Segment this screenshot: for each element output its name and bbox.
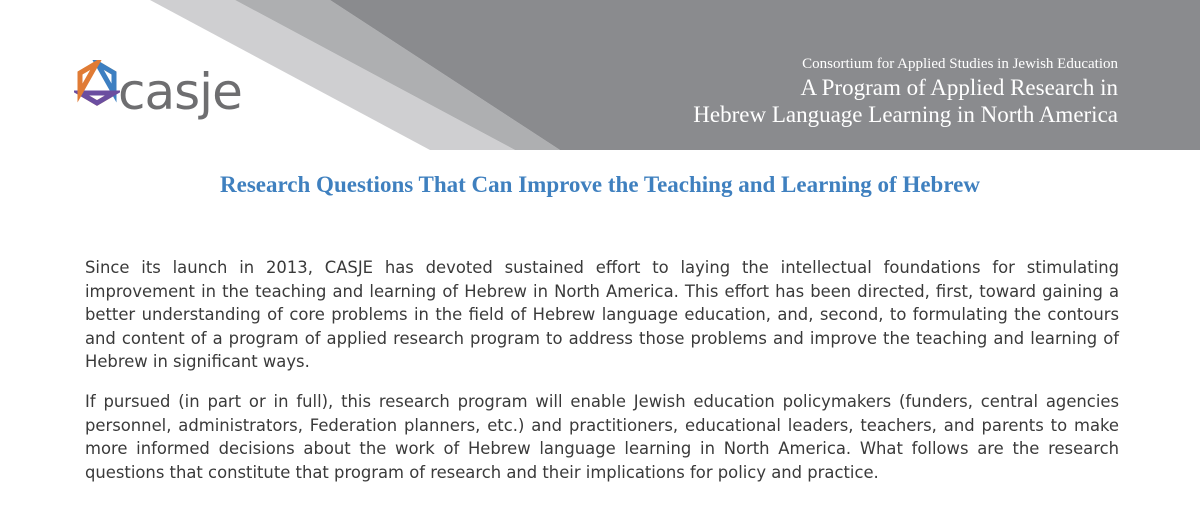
org-name: Consortium for Applied Studies in Jewish Education	[802, 56, 1118, 72]
program-line-1: A Program of Applied Research in	[800, 75, 1118, 100]
casje-logo	[74, 56, 264, 126]
header-text	[478, 54, 1118, 128]
paragraph-2: If pursued (in part or in full), this research program will enable Jewish education policymakers (funders, central agencies personnel, administrators, Federation planners, etc.) and practitioners, educational leaders, teachers, and parents to make more informed decisions about the work of Hebrew language learning in North America. What follows are the research questions that constitute that program of research and their implications for policy and practice.	[85, 391, 1119, 482]
logo-wordmark: casje	[118, 63, 242, 121]
hexagon-logo-icon	[74, 60, 120, 106]
page-title: Research Questions That Can Improve the Teaching and Learning of Hebrew	[220, 172, 980, 197]
program-line-2: Hebrew Language Learning in North America	[693, 102, 1118, 127]
paragraph-1: Since its launch in 2013, CASJE has devoted sustained effort to laying the intellectual foundations for stimulating improvement in the teaching and learning of Hebrew in North America. This effort has been directed, first, toward gaining a better understanding of core problems in the field of Hebrew language education, and, second, to formulating the contours and content of a program of applied research program to address those problems and improve the teaching and learning of Hebrew in significant ways.	[85, 258, 1119, 372]
body-text	[85, 256, 1119, 500]
